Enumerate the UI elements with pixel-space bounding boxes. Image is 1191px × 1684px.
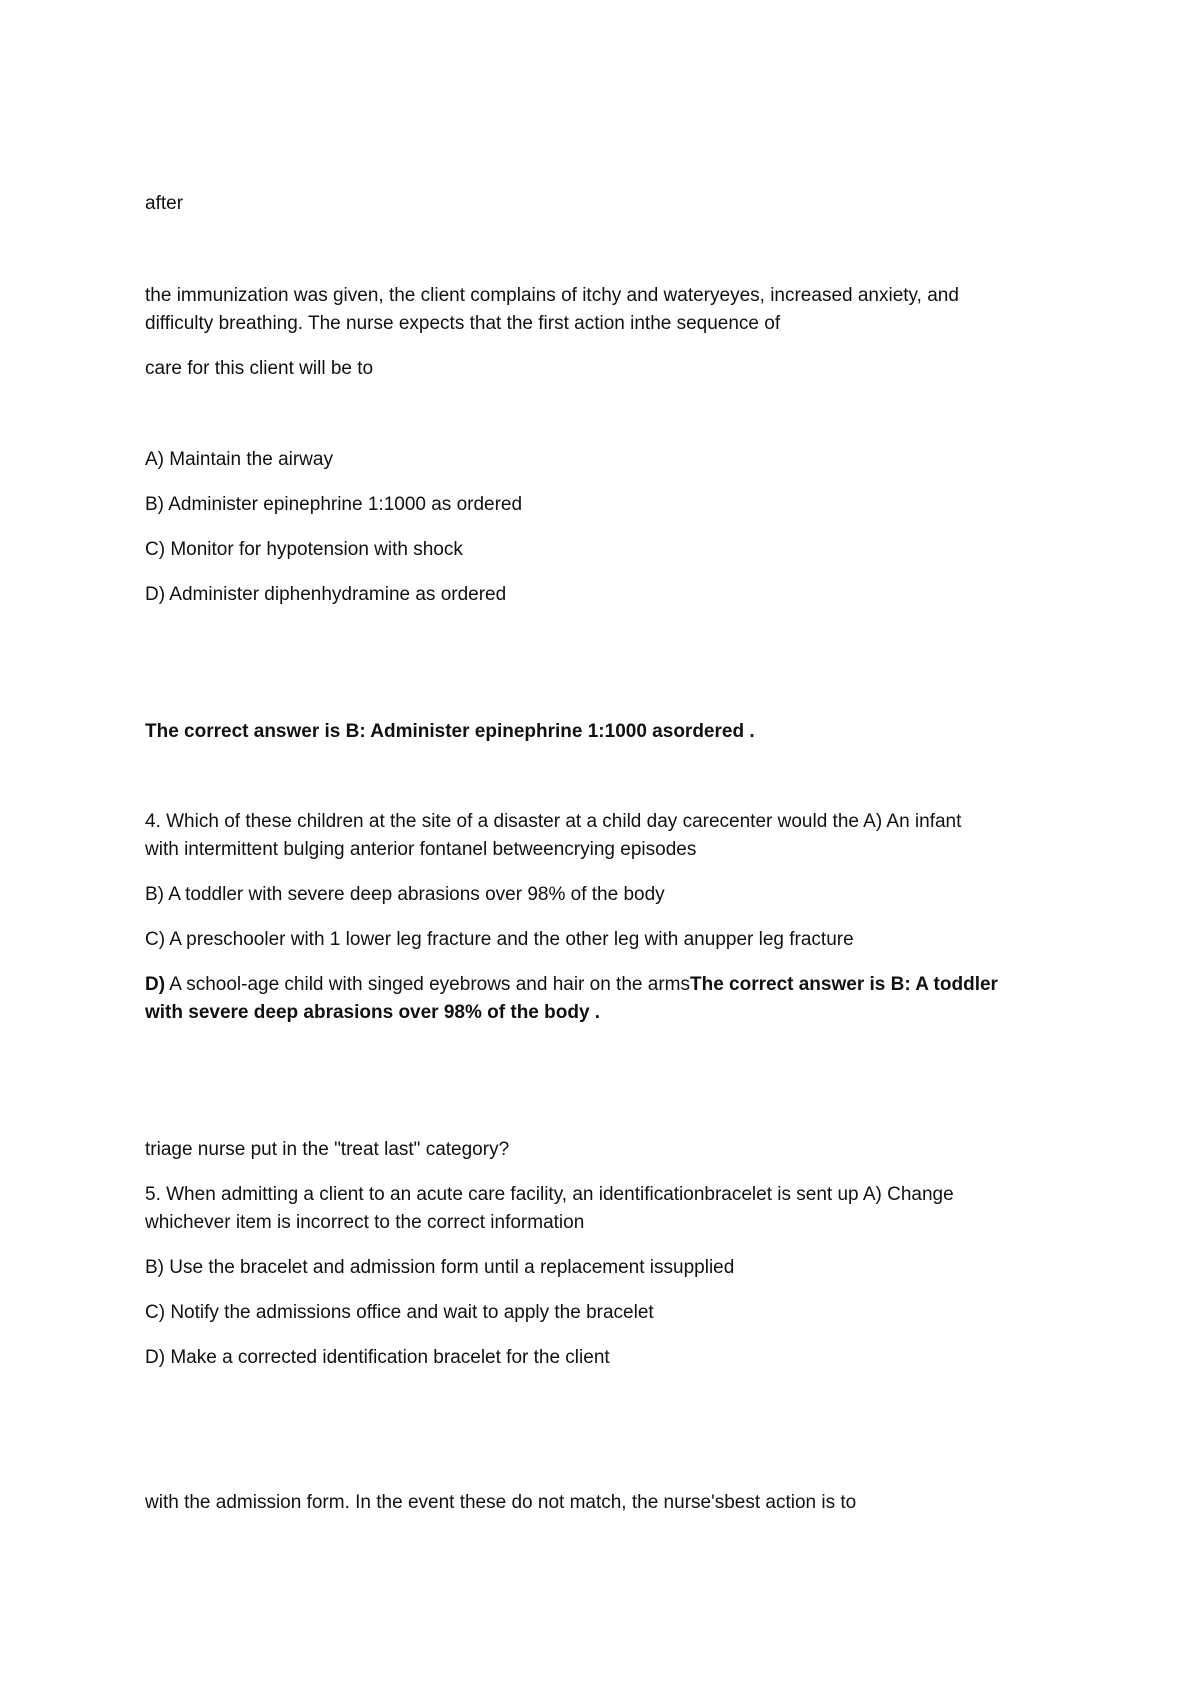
question-3-stem-line-3: care for this client will be to (145, 358, 374, 379)
question-3-stem-line-1: the immunization was given, the client complains of itchy and wateryeyes, increased anxiety, and (145, 285, 959, 306)
question-5-stem-line-1: 5. When admitting a client to an acute care facility, an identificationbracelet is sent up A) Change (145, 1184, 954, 1205)
question-4-answer-part-2: with severe deep abrasions over 98% of the body . (145, 1002, 601, 1023)
question-3-option-c: C) Monitor for hypotension with shock (145, 539, 463, 560)
question-5-option-c: C) Notify the admissions office and wait to apply the bracelet (145, 1302, 654, 1323)
question-4-answer-part-1: The correct answer is B: A toddler (689, 974, 998, 995)
question-5-option-d: D) Make a corrected identification bracelet for the client (145, 1347, 610, 1368)
question-5-stem-line-2: whichever item is incorrect to the correct information (145, 1212, 585, 1233)
question-4-option-d (145, 971, 1045, 999)
question-3-answer: The correct answer is B: Administer epinephrine 1:1000 asordered . (145, 721, 755, 742)
question-4-option-c: C) A preschooler with 1 lower leg fracture and the other leg with anupper leg fracture (145, 929, 854, 950)
question-3-option-b: B) Administer epinephrine 1:1000 as ordered (145, 494, 523, 515)
question-4-stem-line-1: 4. Which of these children at the site of a disaster at a child day carecenter would the A) An infant (145, 811, 962, 832)
question-3-option-a: A) Maintain the airway (145, 449, 333, 470)
question-4-option-d-text: A school-age child with singed eyebrows and hair on the arms (165, 974, 690, 995)
question-4-tail: triage nurse put in the "treat last" category? (145, 1139, 510, 1160)
question-4-option-d-label: D) (145, 974, 166, 995)
question-5-tail: with the admission form. In the event these do not match, the nurse'sbest action is to (145, 1492, 857, 1513)
question-3-option-d: D) Administer diphenhydramine as ordered (145, 584, 507, 605)
question-3-stem-line-2: difficulty breathing. The nurse expects that the first action inthe sequence of (145, 313, 781, 334)
paragraph-after: after (145, 193, 184, 214)
question-5-option-b: B) Use the bracelet and admission form until a replacement issupplied (145, 1257, 735, 1278)
question-4-option-b: B) A toddler with severe deep abrasions over 98% of the body (145, 884, 665, 905)
question-4-stem-line-2: with intermittent bulging anterior fontanel betweencrying episodes (145, 839, 697, 860)
